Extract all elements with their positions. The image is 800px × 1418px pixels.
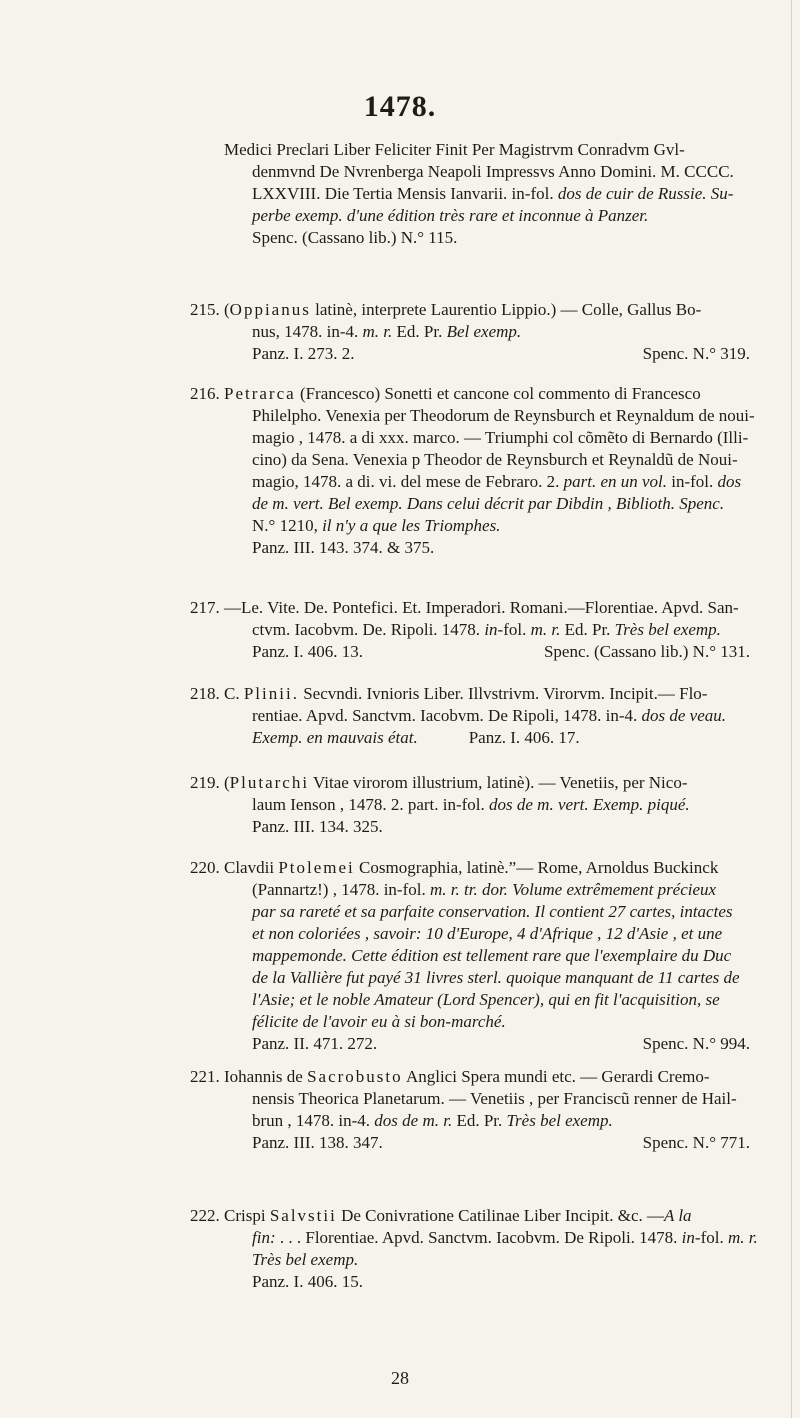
entry-line	[224, 1011, 774, 1033]
entry-text: Petrarca (Francesco) Sonetti et cancone col commento di Francesco	[224, 384, 701, 403]
entry-references	[224, 1132, 774, 1154]
entry-text: Iohannis de Sacrobusto Anglici Spera mundi etc. — Gerardi Cremo-	[224, 1067, 710, 1086]
entry-line	[224, 619, 774, 641]
entry-text: par sa rareté et sa parfaite conservation. Il contient 27 cartes, intactes	[252, 902, 733, 921]
entry-text: mappemonde. Cette édition est tellement rare que l'exemplaire du Duc	[252, 946, 732, 965]
entry-line	[190, 299, 774, 321]
entry-text: (Plutarchi Vitae virorom illustrium, latinè). — Venetiis, per Nico-	[224, 773, 688, 792]
entry-line	[224, 1249, 774, 1271]
entry-text: l'Asie; et le noble Amateur (Lord Spencer), qui en fit l'acquisition, se	[252, 990, 720, 1009]
entry-line	[224, 989, 774, 1011]
entry-line	[224, 923, 774, 945]
spencer-reference: Spenc. N.° 771.	[642, 1133, 750, 1152]
entry-references	[224, 537, 774, 559]
entry-line	[224, 449, 774, 471]
panzer-reference: Panz. I. 406. 15.	[252, 1272, 363, 1291]
entry-references	[224, 641, 774, 663]
panzer-reference: Panz. II. 471. 272.	[252, 1034, 378, 1053]
entry-text: laum Ienson , 1478. 2. part. in-fol. dos de m. vert. Exemp. piqué.	[252, 795, 690, 814]
entry-line	[224, 794, 774, 816]
catalogue-entry	[190, 1205, 774, 1293]
catalogue-entry	[224, 139, 774, 249]
entry-line	[224, 901, 774, 923]
entry-line	[224, 727, 774, 749]
panzer-reference: Spenc. (Cassano lib.) N.° 115.	[252, 228, 458, 247]
panzer-reference: Panz. I. 273. 2.	[252, 344, 355, 363]
entry-line	[224, 515, 774, 537]
entry-number: 217.	[190, 598, 220, 617]
page-year-header: 1478.	[363, 90, 437, 123]
entry-line	[190, 1066, 774, 1088]
entry-references	[224, 1271, 774, 1293]
entry-text: magio , 1478. a di xxx. marco. — Triumphi col cõmẽto di Bernardo (Illi-	[252, 428, 749, 447]
entry-line	[224, 1227, 774, 1249]
page-number: 28	[391, 1368, 409, 1388]
entry-references	[224, 1033, 774, 1055]
panzer-reference: Panz. III. 143. 374. & 375.	[252, 538, 435, 557]
entry-line	[224, 161, 774, 183]
entry-references	[224, 343, 774, 365]
page-edge	[791, 0, 792, 1418]
panzer-reference: Panz. III. 134. 325.	[252, 817, 383, 836]
catalogue-entry	[190, 299, 774, 365]
entry-line	[224, 1088, 774, 1110]
entry-number: 222.	[190, 1206, 220, 1225]
entry-line	[224, 471, 774, 493]
entry-line	[224, 139, 774, 161]
entry-references	[224, 816, 774, 838]
entry-line	[224, 967, 774, 989]
entry-line	[224, 321, 774, 343]
entry-references	[224, 227, 774, 249]
entry-number: 221.	[190, 1067, 220, 1086]
entry-text: C. Plinii. Secvndi. Ivnioris Liber. Illvstrivm. Virorvm. Incipit.— Flo-	[224, 684, 708, 703]
entry-line	[224, 945, 774, 967]
entry-line	[190, 1205, 774, 1227]
entry-number: 218.	[190, 684, 220, 703]
entry-text: Exemp. en mauvais état. Panz. I. 406. 17.	[252, 728, 580, 747]
catalogue-entry	[190, 383, 774, 559]
spencer-reference: Spenc. N.° 319.	[642, 344, 750, 363]
panzer-reference: Panz. III. 138. 347.	[252, 1133, 383, 1152]
entry-text: denmvnd De Nvrenberga Neapoli Impressvs Anno Domini. M. CCCC.	[252, 162, 734, 181]
entry-text: brun , 1478. in-4. dos de m. r. Ed. Pr. Très bel exemp.	[252, 1111, 613, 1130]
entry-text: et non coloriées , savoir: 10 d'Europe, 4 d'Afrique , 12 d'Asie , et une	[252, 924, 723, 943]
catalogue-entry	[190, 597, 774, 663]
entry-text: Clavdii Ptolemei Cosmographia, latinè.”— Rome, Arnoldus Buckinck	[224, 858, 719, 877]
catalogue-entry	[190, 683, 774, 749]
entry-text: N.° 1210, il n'y a que les Triomphes.	[252, 516, 501, 535]
entry-text: Philelpho. Venexia per Theodorum de Reynsburch et Reynaldum de noui-	[252, 406, 755, 425]
entry-text: félicite de l'avoir eu à si bon-marché.	[252, 1012, 506, 1031]
entry-line	[190, 597, 774, 619]
entry-text: (Pannartz!) , 1478. in-fol. m. r. tr. dor. Volume extrêmement précieux	[252, 880, 717, 899]
entry-line	[224, 879, 774, 901]
entry-text: nus, 1478. in-4. m. r. Ed. Pr. Bel exemp.	[252, 322, 522, 341]
entry-text: Medici Preclari Liber Feliciter Finit Per Magistrvm Conradvm Gvl-	[224, 140, 685, 159]
entry-line	[224, 1110, 774, 1132]
entry-text: de la Vallière fut payé 31 livres sterl. quoique manquant de 11 cartes de	[252, 968, 740, 987]
entry-line	[190, 683, 774, 705]
catalogue-entry	[190, 857, 774, 1055]
entry-line	[190, 857, 774, 879]
entry-number: 219.	[190, 773, 220, 792]
catalogue-entry	[190, 772, 774, 838]
entry-text: Crispi Salvstii De Conivratione Catilinae Liber Incipit. &c. —A la	[224, 1206, 692, 1225]
entry-text: nensis Theorica Planetarum. — Venetiis , per Franciscũ renner de Hail-	[252, 1089, 737, 1108]
entry-number: 220.	[190, 858, 220, 877]
entry-text: Très bel exemp.	[252, 1250, 359, 1269]
entry-text: fin: . . . Florentiae. Apvd. Sanctvm. Iacobvm. De Ripoli. 1478. in-fol. m. r.	[252, 1228, 758, 1247]
entry-text: —Le. Vite. De. Pontefici. Et. Imperadori. Romani.—Florentiae. Apvd. San-	[224, 598, 739, 617]
entry-text: ctvm. Iacobvm. De. Ripoli. 1478. in-fol. m. r. Ed. Pr. Très bel exemp.	[252, 620, 721, 639]
panzer-reference: Panz. I. 406. 13.	[252, 642, 363, 661]
entry-line	[224, 493, 774, 515]
entry-line	[190, 383, 774, 405]
entry-line	[224, 705, 774, 727]
spencer-reference: Spenc. (Cassano lib.) N.° 131.	[543, 642, 750, 661]
entry-line	[224, 183, 774, 205]
catalogue-entry	[190, 1066, 774, 1154]
entry-line	[224, 405, 774, 427]
entry-line	[190, 772, 774, 794]
entry-text: (Oppianus latinè, interprete Laurentio Lippio.) — Colle, Gallus Bo-	[224, 300, 702, 319]
spencer-reference: Spenc. N.° 994.	[642, 1034, 750, 1053]
entry-text: magio, 1478. a di. vi. del mese de Febraro. 2. part. en un vol. in-fol. dos	[252, 472, 742, 491]
entry-text: de m. vert. Bel exemp. Dans celui décrit par Dibdin , Biblioth. Spenc.	[252, 494, 725, 513]
entry-text: LXXVIII. Die Tertia Mensis Ianvarii. in-fol. dos de cuir de Russie. Su-	[252, 184, 734, 203]
entry-number: 215.	[190, 300, 220, 319]
entry-line	[224, 205, 774, 227]
entry-number: 216.	[190, 384, 220, 403]
entry-text: perbe exemp. d'une édition très rare et inconnue à Panzer.	[252, 206, 649, 225]
entry-line	[224, 427, 774, 449]
entry-text: rentiae. Apvd. Sanctvm. Iacobvm. De Ripoli, 1478. in-4. dos de veau.	[252, 706, 727, 725]
entry-text: cino) da Sena. Venexia p Theodor de Reynsburch et Reynaldũ de Noui-	[252, 450, 738, 469]
